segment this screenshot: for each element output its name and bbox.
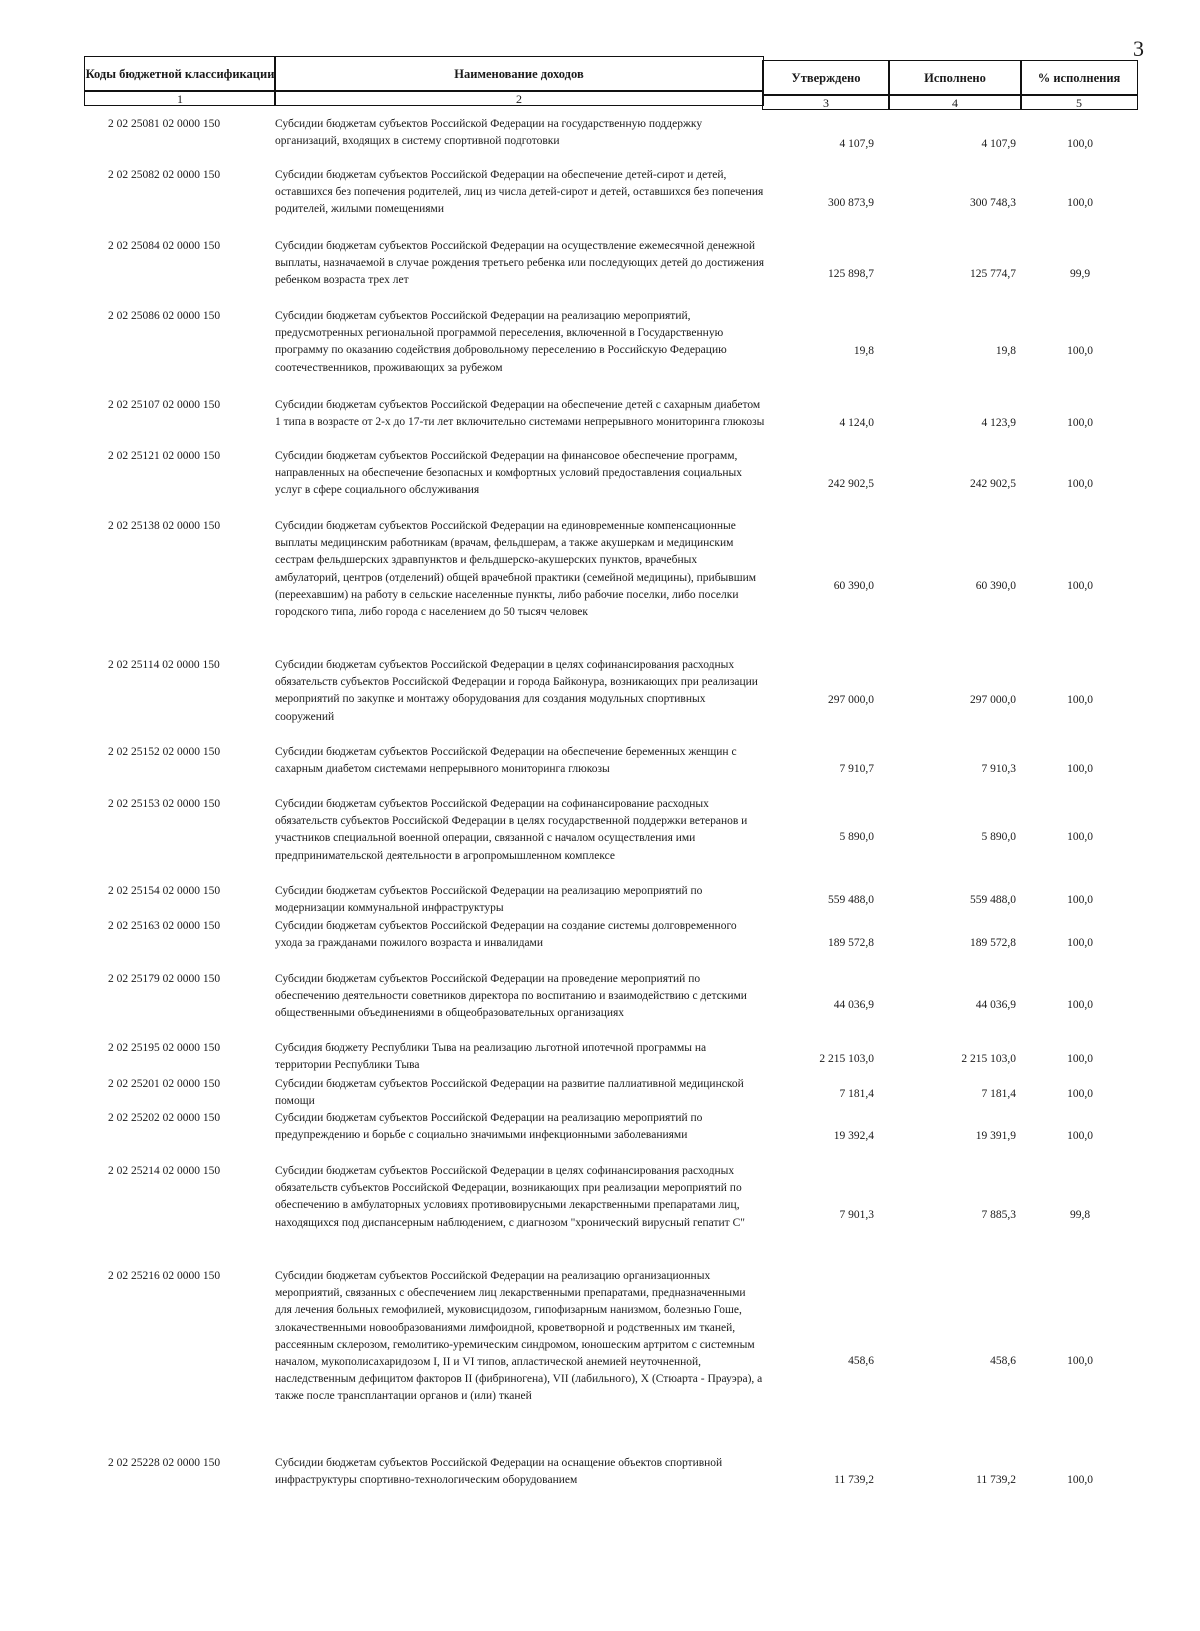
row-approved: 60 390,0 bbox=[833, 580, 874, 592]
row-code: 2 02 25114 02 0000 150 bbox=[108, 659, 220, 671]
row-approved: 4 124,0 bbox=[839, 417, 874, 429]
row-code: 2 02 25214 02 0000 150 bbox=[108, 1165, 221, 1177]
header-executed: Исполнено bbox=[888, 60, 1022, 96]
row-executed: 11 739,2 bbox=[976, 1474, 1016, 1486]
row-approved: 7 181,4 bbox=[839, 1088, 874, 1100]
row-name: Субсидии бюджетам субъектов Российской Федерации на единовременные компенсационные выплаты медицинским работникам (врачам, фельдшерам, а также акушеркам и медицинским сестрам фельдшерских здравпунктов и фельдшерско-акушерских пунктов, врачебных амбулаторий, центров (отделений) общей врачебной практики (семейной медицины), прибывшим (переехавшим) на работу в сельские населенные пункты, либо рабочие поселки, либо поселки городского типа, либо города с населением до 50 тысяч человек bbox=[275, 520, 757, 619]
row-percent: 100,0 bbox=[1067, 1088, 1093, 1100]
row-code: 2 02 25082 02 0000 150 bbox=[108, 169, 221, 181]
row-name: Субсидии бюджетам субъектов Российской Федерации в целях софинансирования расходных обязательств субъектов Российской Федерации и города Байконура, возникающих при реализации мероприятий по закупке и монтажу оборудования для создания модульных спортивных сооружений bbox=[275, 659, 758, 723]
row-name: Субсидии бюджетам субъектов Российской Федерации на осуществление ежемесячной денежной выплаты, назначаемой в случае рождения третьего ребенка или последующих детей до достижения ребенком возраста трех лет bbox=[275, 240, 765, 287]
row-executed: 2 215 103,0 bbox=[961, 1053, 1016, 1065]
row-executed: 300 748,3 bbox=[970, 197, 1016, 209]
header-codes: Коды бюджетной классификации bbox=[84, 56, 276, 92]
row-approved: 4 107,9 bbox=[839, 138, 874, 150]
row-approved: 7 910,7 bbox=[839, 763, 874, 775]
row-code: 2 02 25121 02 0000 150 bbox=[108, 450, 221, 462]
row-name: Субсидии бюджетам субъектов Российской Федерации на государственную поддержку организаций, входящих в систему спортивной подготовки bbox=[275, 118, 703, 148]
row-executed: 7 910,3 bbox=[981, 763, 1016, 775]
row-name: Субсидии бюджетам субъектов Российской Федерации на реализацию мероприятий, предусмотренных региональной программой переселения, включенной в Государственную программу по оказанию содействия добровольному переселению в Российскую Федерацию соотечественников, проживающих за рубежом bbox=[275, 310, 727, 374]
row-percent: 100,0 bbox=[1067, 894, 1093, 906]
row-executed: 4 107,9 bbox=[981, 138, 1016, 150]
row-name: Субсидии бюджетам субъектов Российской Федерации на обеспечение детей с сахарным диабетом 1 типа в возрасте от 2-х до 17-ти лет включительно системами непрерывного мониторинга глюкозы bbox=[275, 399, 765, 429]
header-name: Наименование доходов bbox=[274, 56, 764, 92]
row-percent: 100,0 bbox=[1067, 999, 1093, 1011]
row-percent: 100,0 bbox=[1067, 138, 1093, 150]
row-code: 2 02 25086 02 0000 150 bbox=[108, 310, 221, 322]
row-code: 2 02 25202 02 0000 150 bbox=[108, 1112, 221, 1124]
row-code: 2 02 25084 02 0000 150 bbox=[108, 240, 221, 252]
row-name: Субсидии бюджетам субъектов Российской Федерации на финансовое обеспечение программ, направленных на обеспечение безопасных и комфортных условий предоставления социальных услуг в сфере социального обслуживания bbox=[275, 450, 742, 497]
row-approved: 189 572,8 bbox=[828, 937, 874, 949]
row-name: Субсидии бюджетам субъектов Российской Федерации на проведение мероприятий по обеспечению деятельности советников директора по воспитанию и взаимодействию с детскими общественными объединениями в общеобразовательных организациях bbox=[275, 973, 747, 1020]
row-name: Субсидии бюджетам субъектов Российской Федерации на обеспечение беременных женщин с сахарным диабетом системами непрерывного мониторинга глюкозы bbox=[275, 746, 737, 776]
row-approved: 19,8 bbox=[853, 345, 874, 357]
row-executed: 4 123,9 bbox=[981, 417, 1016, 429]
row-approved: 297 000,0 bbox=[828, 694, 874, 706]
row-approved: 458,6 bbox=[848, 1355, 874, 1367]
header-num-4: 4 bbox=[888, 94, 1022, 110]
row-executed: 125 774,7 bbox=[970, 268, 1016, 280]
header-percent: % исполнения bbox=[1020, 60, 1138, 96]
row-percent: 100,0 bbox=[1067, 417, 1093, 429]
row-code: 2 02 25195 02 0000 150 bbox=[108, 1042, 221, 1054]
row-approved: 300 873,9 bbox=[828, 197, 874, 209]
row-executed: 242 902,5 bbox=[970, 478, 1016, 490]
row-code: 2 02 25163 02 0000 150 bbox=[108, 920, 221, 932]
row-approved: 19 392,4 bbox=[833, 1130, 874, 1142]
row-percent: 99,9 bbox=[1069, 268, 1091, 280]
row-code: 2 02 25153 02 0000 150 bbox=[108, 798, 221, 810]
row-percent: 100,0 bbox=[1067, 197, 1093, 209]
row-executed: 19 391,9 bbox=[975, 1130, 1016, 1142]
header-approved: Утверждено bbox=[762, 60, 890, 96]
row-code: 2 02 25228 02 0000 150 bbox=[108, 1457, 221, 1469]
row-executed: 7 181,4 bbox=[981, 1088, 1016, 1100]
row-approved: 11 739,2 bbox=[834, 1474, 874, 1486]
row-name: Субсидии бюджетам субъектов Российской Федерации на реализацию мероприятий по предупреждению и борьбе с социально значимыми инфекционными заболеваниями bbox=[275, 1112, 703, 1142]
row-executed: 559 488,0 bbox=[970, 894, 1016, 906]
row-code: 2 02 25152 02 0000 150 bbox=[108, 746, 221, 758]
header-num-2: 2 bbox=[274, 90, 764, 106]
row-executed: 189 572,8 bbox=[970, 937, 1016, 949]
row-name: Субсидии бюджетам субъектов Российской Федерации на реализацию организационных мероприятий, связанных с обеспечением лиц лекарственными препаратами, предназначенными для лечения больных гемофилией, муковисцидозом, гипофизарным нанизмом, болезнью Гоше, злокачественными новообразованиями лимфоидной, кроветворной и родственных им тканей, рассеянным склерозом, гемолитико-уремическим синдромом, юношеским артритом с системным началом, мукополисахаридозом I, II и VI типов, апластической анемией неуточненной, наследственным дефицитом факторов II (фибриногена), VII (лабильного), X (Стюарта - Прауэра), а также после трансплантации органов и (или) тканей bbox=[275, 1270, 763, 1403]
header-num-5: 5 bbox=[1020, 94, 1138, 110]
row-percent: 100,0 bbox=[1067, 1355, 1093, 1367]
row-code: 2 02 25179 02 0000 150 bbox=[108, 973, 221, 985]
row-percent: 100,0 bbox=[1067, 580, 1093, 592]
header-num-1: 1 bbox=[84, 90, 276, 106]
row-approved: 559 488,0 bbox=[828, 894, 874, 906]
row-name: Субсидии бюджетам субъектов Российской Федерации на обеспечение детей-сирот и детей, оставшихся без попечения родителей, лиц из числа детей-сирот и детей, оставшихся без попечения родителей, жилыми помещениями bbox=[275, 169, 764, 216]
row-name: Субсидии бюджетам субъектов Российской Федерации на создание системы долговременного ухода за гражданами пожилого возраста и инвалидами bbox=[275, 920, 737, 950]
row-percent: 100,0 bbox=[1067, 1053, 1093, 1065]
row-percent: 100,0 bbox=[1067, 345, 1093, 357]
row-percent: 100,0 bbox=[1067, 1130, 1093, 1142]
row-code: 2 02 25216 02 0000 150 bbox=[108, 1270, 221, 1282]
row-percent: 100,0 bbox=[1067, 937, 1093, 949]
row-executed: 458,6 bbox=[990, 1355, 1016, 1367]
row-executed: 19,8 bbox=[995, 345, 1016, 357]
row-executed: 297 000,0 bbox=[970, 694, 1016, 706]
row-name: Субсидия бюджету Республики Тыва на реализацию льготной ипотечной программы на территории Республики Тыва bbox=[275, 1042, 707, 1072]
header-num-3: 3 bbox=[762, 94, 890, 110]
row-approved: 5 890,0 bbox=[839, 831, 874, 843]
row-executed: 5 890,0 bbox=[981, 831, 1016, 843]
row-percent: 99,8 bbox=[1069, 1209, 1091, 1221]
row-percent: 100,0 bbox=[1067, 694, 1093, 706]
row-code: 2 02 25107 02 0000 150 bbox=[108, 399, 221, 411]
row-name: Субсидии бюджетам субъектов Российской Федерации на софинансирование расходных обязательств субъектов Российской Федерации в целях государственной поддержки ветеранов и участников специальной военной операции, связанной с началом осуществления ими предпринимательской деятельности в агропромышленном комплексе bbox=[275, 798, 748, 862]
row-code: 2 02 25201 02 0000 150 bbox=[108, 1078, 221, 1090]
row-percent: 100,0 bbox=[1067, 831, 1093, 843]
row-name: Субсидии бюджетам субъектов Российской Федерации на реализацию мероприятий по модернизации коммунальной инфраструктуры bbox=[275, 885, 703, 915]
row-code: 2 02 25154 02 0000 150 bbox=[108, 885, 221, 897]
row-approved: 242 902,5 bbox=[828, 478, 874, 490]
row-name: Субсидии бюджетам субъектов Российской Федерации на оснащение объектов спортивной инфраструктуры спортивно-технологическим оборудованием bbox=[275, 1457, 723, 1487]
row-approved: 125 898,7 bbox=[828, 268, 874, 280]
row-executed: 7 885,3 bbox=[981, 1209, 1016, 1221]
row-approved: 7 901,3 bbox=[839, 1209, 874, 1221]
row-name: Субсидии бюджетам субъектов Российской Федерации на развитие паллиативной медицинской помощи bbox=[275, 1078, 744, 1108]
row-executed: 60 390,0 bbox=[975, 580, 1016, 592]
row-approved: 2 215 103,0 bbox=[819, 1053, 874, 1065]
row-name: Субсидии бюджетам субъектов Российской Федерации в целях софинансирования расходных обязательств субъектов Российской Федерации, возникающих при реализации мероприятий по обеспечению в амбулаторных условиях противовирусными лекарственными препаратами лиц, находящихся под диспансерным наблюдением, с диагнозом "хронический вирусный гепатит С" bbox=[275, 1165, 745, 1229]
page-number: 3 bbox=[1133, 36, 1144, 61]
row-percent: 100,0 bbox=[1067, 478, 1093, 490]
row-approved: 44 036,9 bbox=[833, 999, 874, 1011]
row-percent: 100,0 bbox=[1067, 763, 1093, 775]
row-code: 2 02 25138 02 0000 150 bbox=[108, 520, 221, 532]
row-percent: 100,0 bbox=[1067, 1474, 1093, 1486]
row-executed: 44 036,9 bbox=[975, 999, 1016, 1011]
row-code: 2 02 25081 02 0000 150 bbox=[108, 118, 221, 130]
